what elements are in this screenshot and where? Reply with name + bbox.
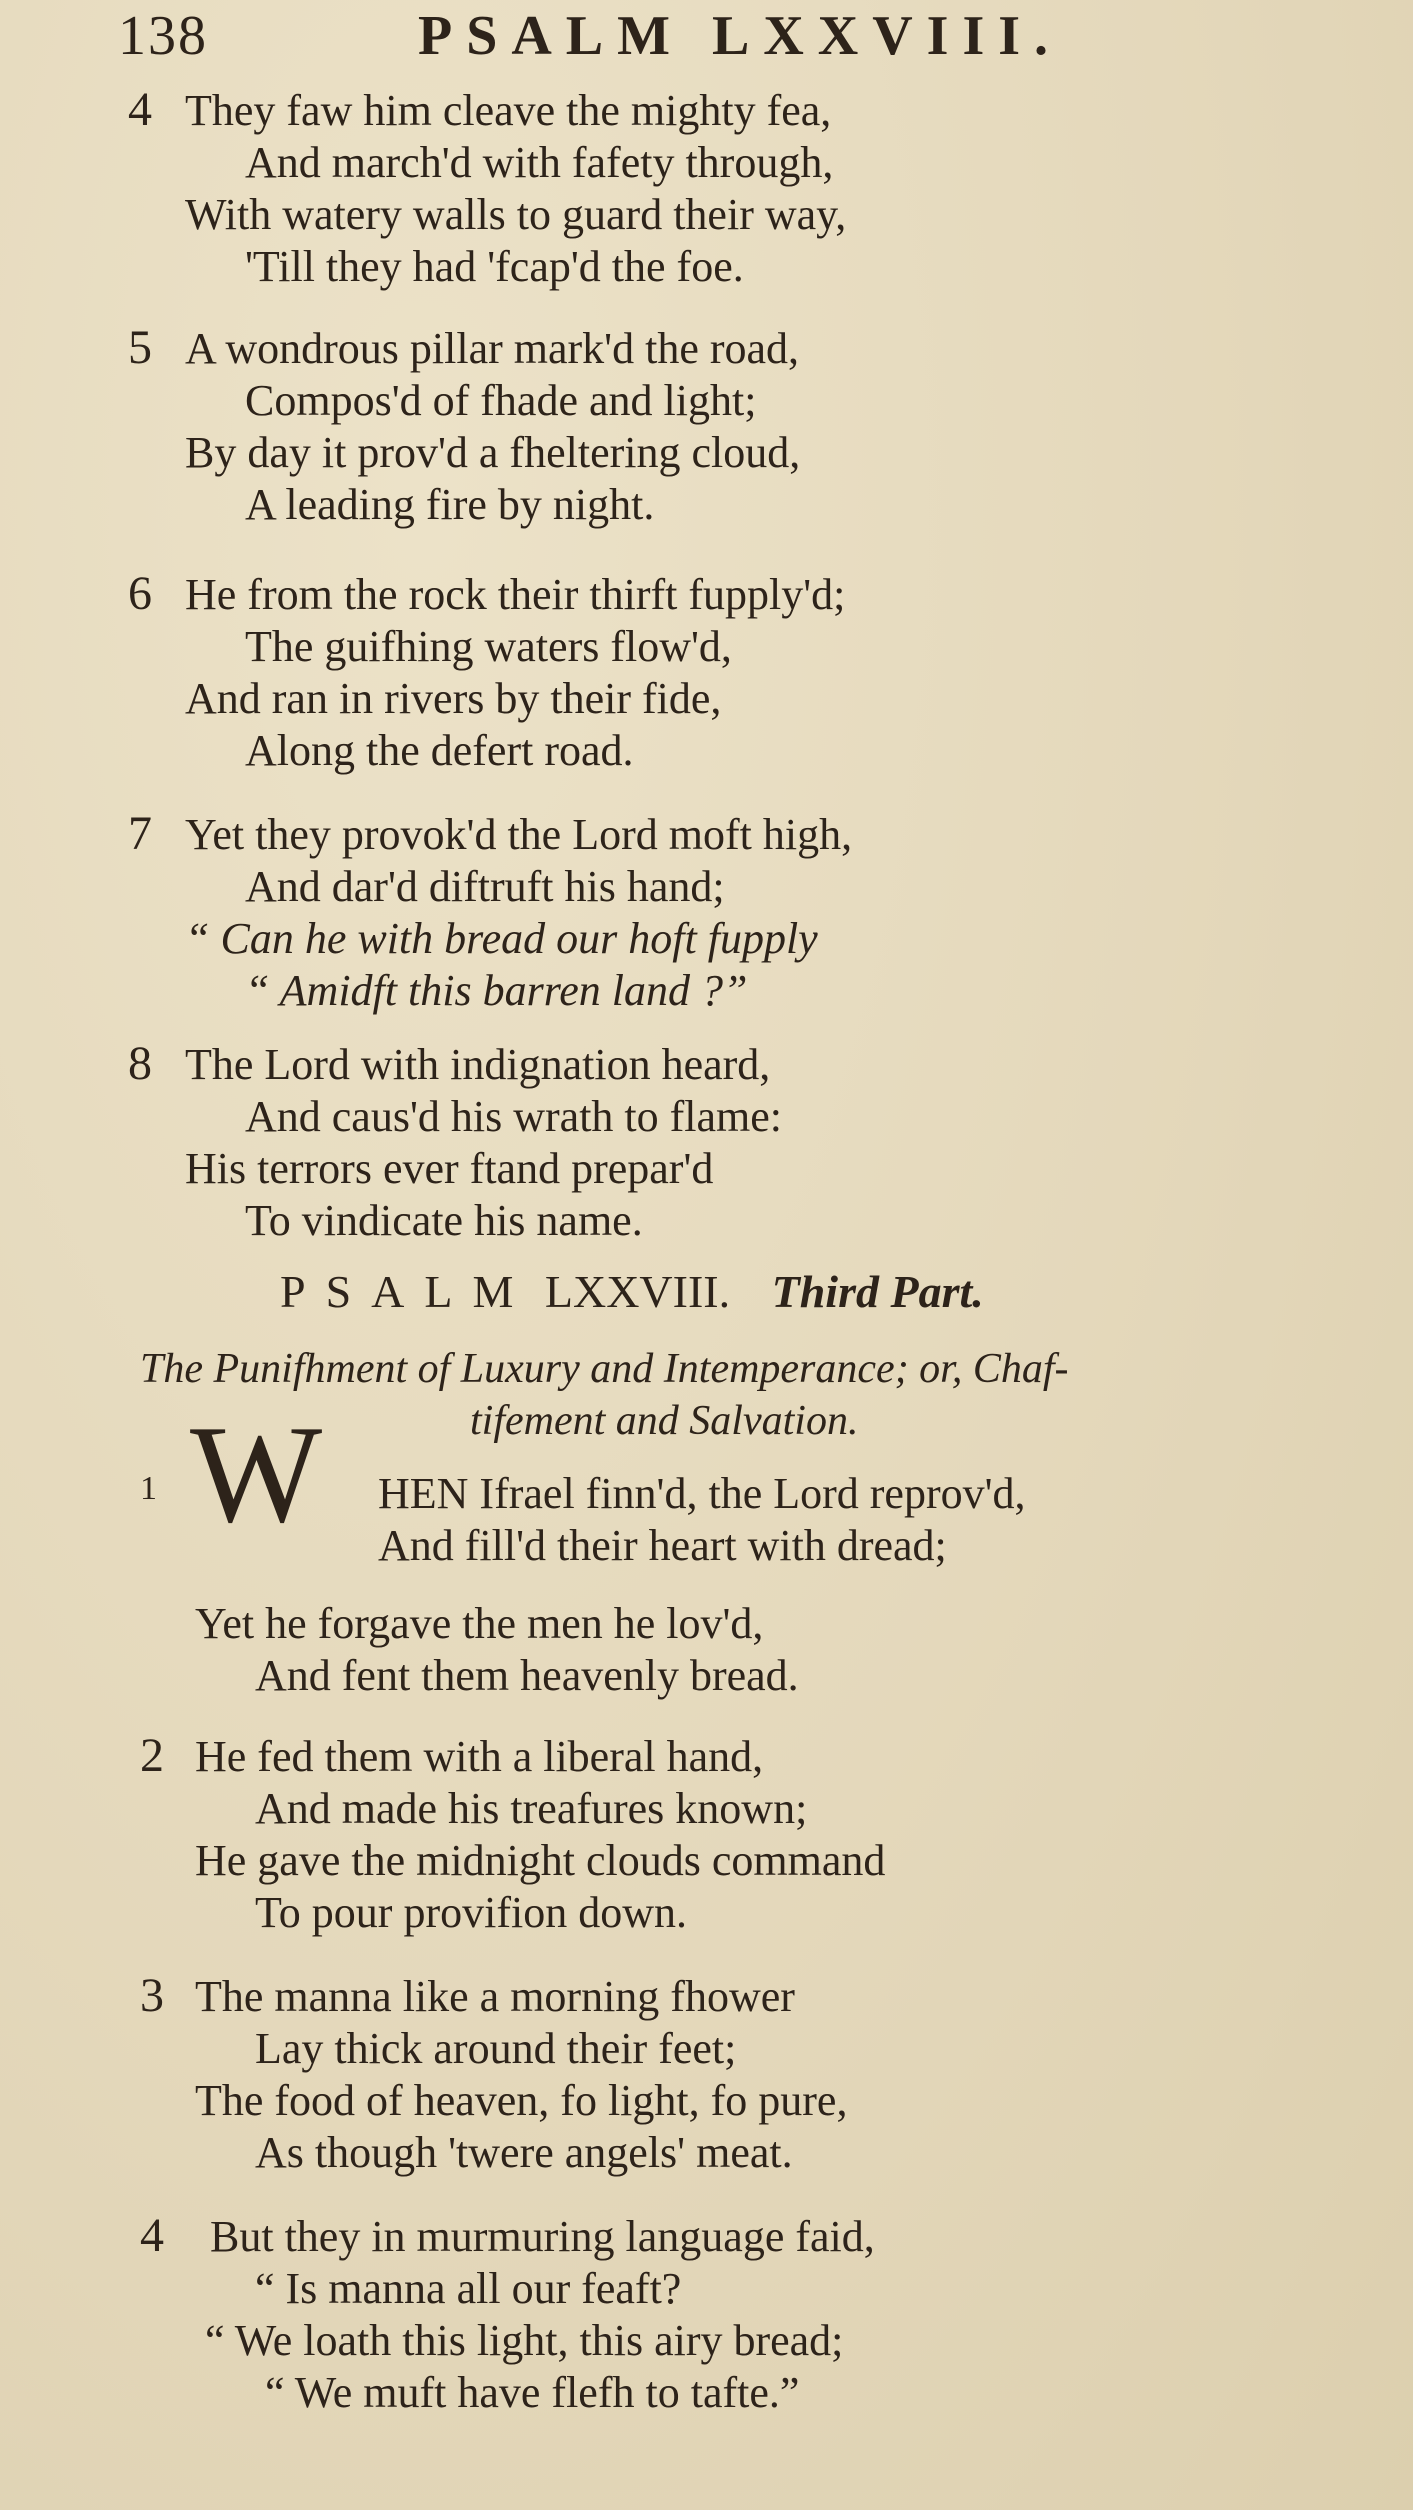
stanza-number: 1 bbox=[140, 1470, 157, 1507]
verse-line-quote: “ Is manna all our feaft? bbox=[255, 2264, 682, 2313]
verse-line: The Lord with indignation heard, bbox=[185, 1040, 771, 1089]
section-subtitle: tifement and Salvation. bbox=[470, 1398, 859, 1444]
section-title-numeral: LXXVIII. bbox=[544, 1266, 731, 1317]
verse-line: And caus'd his wrath to flame: bbox=[245, 1092, 783, 1141]
verse-line: And march'd with fafety through, bbox=[245, 138, 834, 187]
verse-line: And fent them heavenly bread. bbox=[255, 1651, 799, 1700]
stanza-number: 7 bbox=[128, 807, 152, 860]
verse-line: As though 'twere angels' meat. bbox=[255, 2128, 793, 2177]
verse-line: He from the rock their thirft fupply'd; bbox=[185, 570, 846, 619]
verse-line: Along the defert road. bbox=[245, 726, 634, 775]
verse-line: HEN Ifrael finn'd, the Lord reprov'd, bbox=[378, 1469, 1026, 1518]
section-subtitle: The Punifhment of Luxury and Intemperance; or, Chaf- bbox=[140, 1346, 1069, 1392]
verse-line-quote: “ We muft have flefh to tafte.” bbox=[265, 2368, 800, 2417]
verse-line: The manna like a morning fhower bbox=[195, 1972, 795, 2021]
stanza-number: 3 bbox=[140, 1969, 164, 2022]
stanza-number: 6 bbox=[128, 567, 152, 620]
running-title: PSALM LXXVIII. bbox=[418, 5, 1063, 67]
verse-line-quote: “ We loath this light, this airy bread; bbox=[205, 2316, 844, 2365]
verse-line: They faw him cleave the mighty fea, bbox=[185, 86, 832, 135]
section-title bbox=[280, 1265, 984, 1318]
verse-line: He gave the midnight clouds command bbox=[195, 1836, 886, 1885]
stanza-number: 4 bbox=[128, 83, 152, 136]
section-title-word: PSALM bbox=[280, 1266, 534, 1317]
verse-line: Lay thick around their feet; bbox=[255, 2024, 737, 2073]
section-title-part: Third Part. bbox=[771, 1266, 984, 1317]
verse-line: His terrors ever ftand prepar'd bbox=[185, 1144, 714, 1193]
verse-line: And dar'd diftruft his hand; bbox=[245, 862, 725, 911]
verse-line-quote: “ Amidft this barren land ?” bbox=[245, 966, 748, 1015]
page-number: 138 bbox=[118, 5, 208, 67]
running-head bbox=[118, 4, 1373, 74]
verse-line: To pour provifion down. bbox=[255, 1888, 687, 1937]
verse-line: And made his treafures known; bbox=[255, 1784, 808, 1833]
drop-cap: W bbox=[190, 1397, 323, 1552]
verse-line: Yet they provok'd the Lord moft high, bbox=[185, 810, 853, 859]
verse-line: A leading fire by night. bbox=[245, 480, 655, 529]
verse-line: And fill'd their heart with dread; bbox=[378, 1521, 947, 1570]
verse-line: Yet he forgave the men he lov'd, bbox=[195, 1599, 764, 1648]
stanza-number: 4 bbox=[140, 2209, 164, 2262]
verse-line: And ran in rivers by their fide, bbox=[185, 674, 722, 723]
verse-line: The food of heaven, fo light, fo pure, bbox=[195, 2076, 848, 2125]
stanza-number: 2 bbox=[140, 1729, 164, 1782]
verse-line: He fed them with a liberal hand, bbox=[195, 1732, 764, 1781]
verse-line: 'Till they had 'fcap'd the foe. bbox=[245, 242, 744, 291]
stanza-number: 8 bbox=[128, 1037, 152, 1090]
verse-line: A wondrous pillar mark'd the road, bbox=[185, 324, 800, 373]
verse-line-quote: “ Can he with bread our hoft fupply bbox=[185, 914, 818, 963]
verse-line: But they in murmuring language faid, bbox=[210, 2212, 875, 2261]
verse-line: The guifhing waters flow'd, bbox=[245, 622, 732, 671]
verse-line: To vindicate his name. bbox=[245, 1196, 643, 1245]
stanza-number: 5 bbox=[128, 321, 152, 374]
verse-line: With watery walls to guard their way, bbox=[185, 190, 847, 239]
verse-line: By day it prov'd a fheltering cloud, bbox=[185, 428, 801, 477]
verse-line: Compos'd of fhade and light; bbox=[245, 376, 757, 425]
